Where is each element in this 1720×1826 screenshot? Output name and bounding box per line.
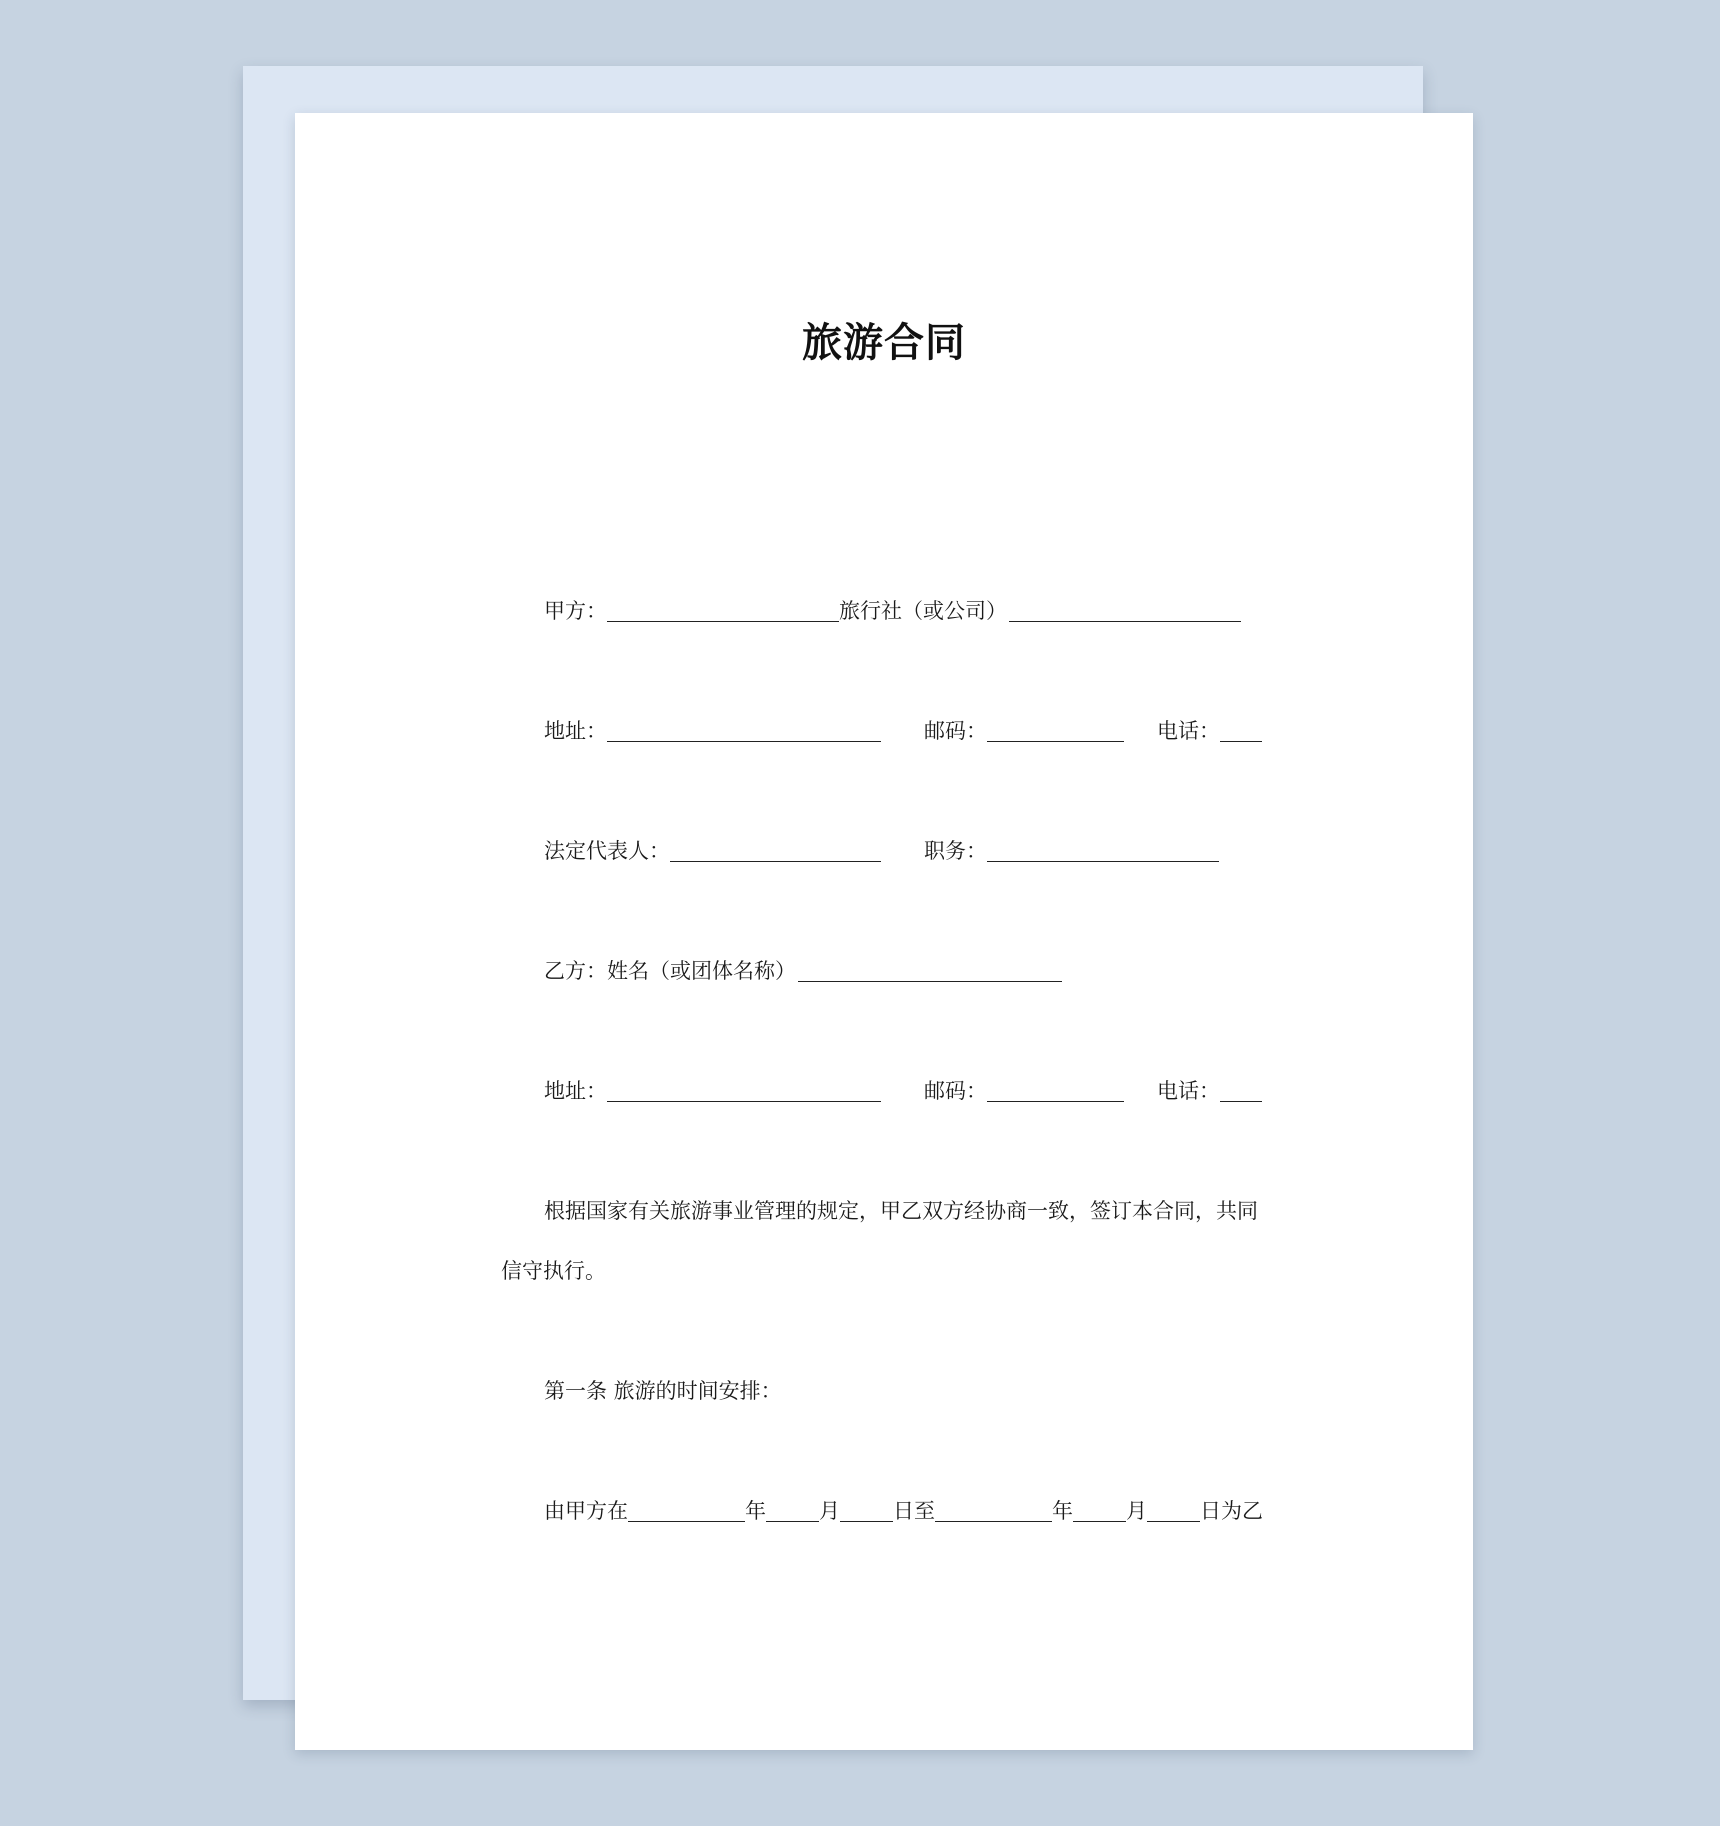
party-a-address-label: 地址： bbox=[544, 719, 607, 743]
party-a-phone-label: 电话： bbox=[1157, 719, 1220, 743]
party-a-label: 甲方： bbox=[544, 599, 607, 623]
party-a-name-blank bbox=[607, 601, 839, 622]
party-a-address-blank bbox=[607, 721, 881, 742]
legal-rep-label: 法定代表人： bbox=[544, 839, 670, 863]
start-day-blank bbox=[840, 1501, 893, 1522]
end-day-blank bbox=[1147, 1501, 1200, 1522]
year2-label: 年 bbox=[1052, 1499, 1073, 1523]
agency-label: 旅行社（或公司） bbox=[839, 599, 1007, 623]
legal-rep-line bbox=[544, 837, 1219, 865]
agency-name-blank bbox=[1009, 601, 1241, 622]
month-label: 月 bbox=[819, 1499, 840, 1523]
position-label: 职务： bbox=[924, 839, 987, 863]
legal-rep-blank bbox=[670, 841, 881, 862]
month2-label: 月 bbox=[1126, 1499, 1147, 1523]
party-b-address-blank bbox=[607, 1081, 881, 1102]
party-b-address-line bbox=[544, 1077, 1262, 1105]
party-b-name-blank bbox=[798, 961, 1062, 982]
day-to-label: 日至 bbox=[893, 1499, 935, 1523]
year-label: 年 bbox=[745, 1499, 766, 1523]
party-b-postcode-label: 邮码： bbox=[924, 1079, 987, 1103]
day-for-label: 日为乙 bbox=[1200, 1499, 1263, 1523]
party-b-phone-label: 电话： bbox=[1157, 1079, 1220, 1103]
intro-paragraph-line2: 信守执行。 bbox=[501, 1259, 606, 1283]
party-b-phone-blank bbox=[1220, 1081, 1262, 1102]
party-a-phone-blank bbox=[1220, 721, 1262, 742]
party-b-label: 乙方：姓名（或团体名称） bbox=[544, 959, 796, 983]
party-a-address-line bbox=[544, 717, 1262, 745]
party-a-line bbox=[544, 597, 1241, 625]
position-blank bbox=[987, 841, 1219, 862]
from-label: 由甲方在 bbox=[544, 1499, 628, 1523]
party-b-postcode-blank bbox=[987, 1081, 1124, 1102]
end-month-blank bbox=[1073, 1501, 1126, 1522]
end-year-blank bbox=[935, 1501, 1052, 1522]
party-b-line bbox=[544, 957, 1062, 985]
document-title: 旅游合同 bbox=[802, 320, 966, 366]
article-1-heading: 第一条 旅游的时间安排： bbox=[544, 1379, 782, 1403]
party-a-postcode-label: 邮码： bbox=[924, 719, 987, 743]
party-b-address-label: 地址： bbox=[544, 1079, 607, 1103]
start-month-blank bbox=[766, 1501, 819, 1522]
article-1-date-line bbox=[544, 1497, 1263, 1525]
party-a-postcode-blank bbox=[987, 721, 1124, 742]
document-page bbox=[295, 113, 1473, 1750]
start-year-blank bbox=[628, 1501, 745, 1522]
intro-paragraph-line1: 根据国家有关旅游事业管理的规定，甲乙双方经协商一致，签订本合同，共同 bbox=[544, 1199, 1258, 1223]
